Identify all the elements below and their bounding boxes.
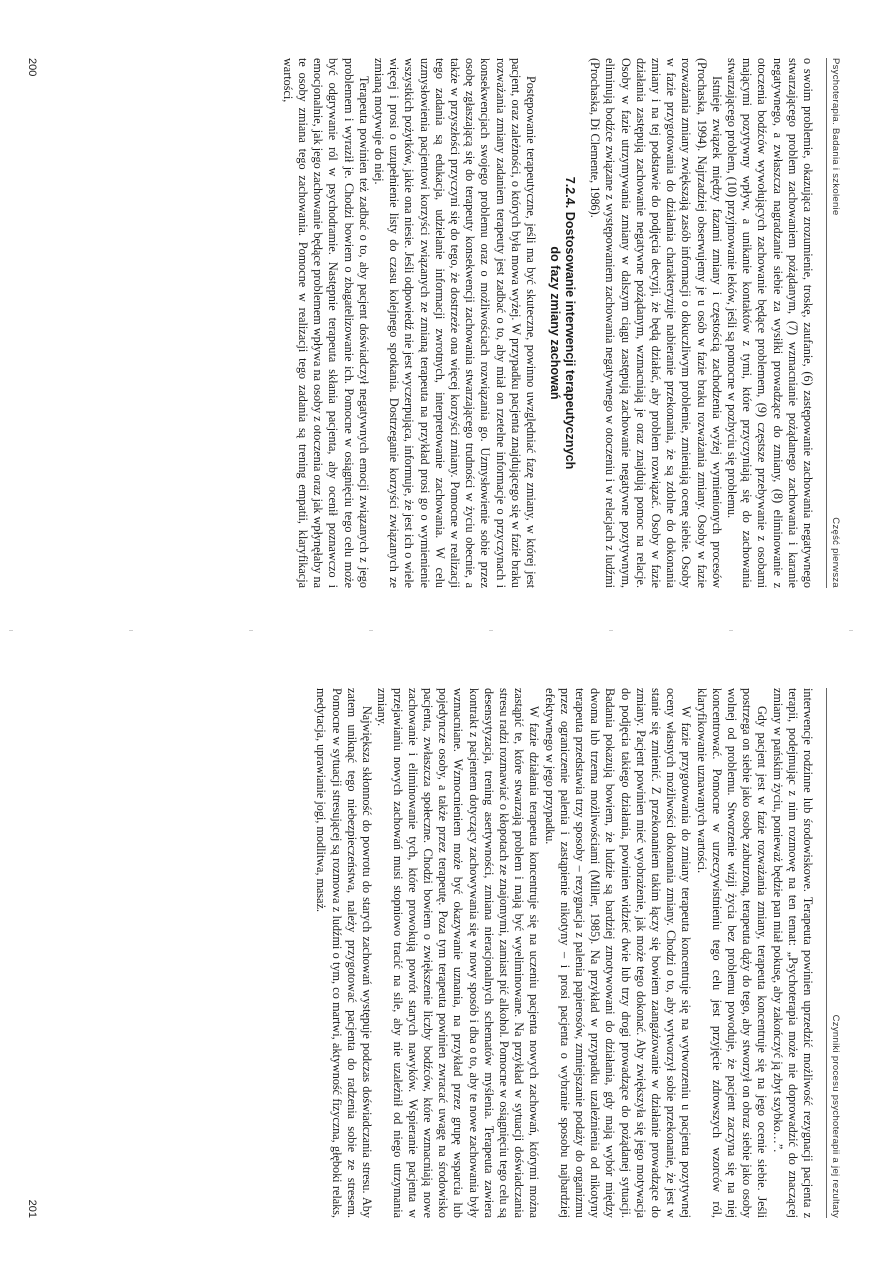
page-number: 201 — [26, 1199, 38, 1218]
body-text — [52, 688, 815, 1218]
paragraph: Terapeuta powinien też zadbać o to, aby pacjent doświadczył negatywnych emocji związanych z jego problemem i wyraził je. Chodzi bowiem o zbagatelizowanie ich. Pomocne w osiągnięciu tego celu może być odgrywanie ról w psychodramie. Następnie terapeuta skłania pacjenta, aby ocenił poznawczo i emocjonalnie, jak jego zachowanie będące problemem wpływa na osoby z otoczenia oraz jak wpłynęłaby na te osoby zmiana tego zachowania. Pomocne w realizacji tego zadania są trening empatii, klaryfikacja wartości, — [280, 58, 371, 588]
paragraph: o swoim problemie, okazująca zrozumienie, troskę, zaufanie, (6) zastępowanie zachowania negatywnego stwarzającego problem zachowaniem pożądanym, (7) wzmacnianie pożądanego zachowania i karanie negatywnego, a zwłaszcza nagradzanie siebie za wysiłki prowadzące do zmiany, (8) eliminowanie z otoczenia bodźców wywołujących zachowanie będące problemem, (9) częstsze przebywanie z osobami mającymi pozytywny wpływ, a unikanie kontaktów z tymi, które przyczyniają się do zachowania stwarzającego problem, (10) przyjmowanie leków, jeśli są pomocne w pozbyciu się problemu. — [724, 58, 815, 588]
body-text — [52, 58, 815, 588]
running-head-title: Psychoterapia. Badania i szkolenie — [830, 58, 841, 216]
running-head — [826, 58, 841, 588]
section-heading-line-2: do fazy zmiany zachowań — [547, 246, 562, 400]
paragraph: W fazie działania terapeuta koncentruje się na uczeniu pacjenta nowych zachowań, którymi można zastąpić te, które stwarzają problem i mają być wyeliminowane. Na przykład w sytuacji doświadczania stresu radzi rozmawiać o kłopotach ze znajomymi, zamiast pić alkohol. Pomocne w osiągnięciu tego celu są desensytyzacja, trening asertywności, zmiana nieracjonalnych schematów myślenia. Terapeuta zawiera kontrakt z pacjentem dotyczący zachowywania się w nowy sposób i dba o to, aby te nowe zachowania były wzmacniane. Wzmocnieniem może być okazywanie uznania, na przykład przez grupę wsparcia lub pojedyncze osoby, a także przez terapeutę. Poza tym terapeuta powinien zwracać uwagę na środowisko pacjenta, zwłaszcza społeczne. Chodzi bowiem o zwiększenie liczby bodźców, które wzmacniają nowe zachowanie i eliminowanie tych, które prowokują powrót starych nawyków. Wspieranie pacjenta w przejawianiu nowych zachowań musi stopniowo tracić na sile, aby nie uzależnił od niego utrzymania zmiany. — [375, 688, 542, 1218]
running-head-chapter: Czynniki procesu psychoterapii a jej rezultaty — [830, 1014, 841, 1218]
right-page — [0, 648, 893, 1248]
paragraph: Gdy pacjent jest w fazie rozważania zmiany, terapeuta koncentruje się na jego ocenie siebie. Jeśli postrzega on siebie jako osobę zaburzoną, terapeuta dąży do tego, aby stworzył on obraz siebie jako osoby wolnej od problemu. Stworzenie wizji życia bez problemu powoduje, że pacjent zaczyna się na niej koncentrować. Pomocne w urzeczywistnieniu tego celu jest przyjęcie zdrowszych wzorców ról, klaryfikowanie uznawanych wartości. — [694, 688, 770, 1218]
section-heading-line-1: 7.2.4. Dostosowanie interwencji terapeutycznych — [562, 176, 577, 470]
paragraph: W fazie przygotowania do zmiany terapeuta koncentruje się na wytworzeniu u pacjenta pozytywnej oceny własnych możliwości dokonania zmiany. Chodzi o to, aby wytworzył sobie przekonanie, że jest w stanie się zmienić. Z przekonaniem takim łączy się bowiem zaangażowanie w działanie prowadzące do zmiany. Pacjent powinien mieć wyobrażenie, jak może tego dokonać. Aby zwiększyła się jego motywacja do podjęcia takiego działania, powinien widzieć dwie lub trzy drogi prowadzące do pożądanej sytuacji. Badania pokazują bowiem, że ludzie są bardziej zmotywowani do działania, gdy mają wybór między dwoma lub trzema możliwościami (Miller, 1985). Na przykład w przypadku uzależnienia od nikotyny terapeuta przedstawia trzy sposoby – rezygnacja z palenia papierosów, zmniejszanie podaży do organizmu przez ograniczenie palenia i zastąpienie nikotyny – i prosi pacjenta o wybranie sposobu najbardziej efektywnego w jego przypadku. — [542, 688, 694, 1218]
paragraph: Postępowanie terapeutyczne, jeśli ma być skuteczne, powinno uwzględniać fazę zmiany, w której jest pacjent, oraz zależności, o których była mowa wyżej. W przypadku pacjenta znajdującego się w fazie braku rozważania zmiany zadaniem terapeuty jest zadbać o to, aby miał on rzetelne informacje o przyczynach i konsekwencjach swojego problemu oraz o możliwościach rozwiązania go. Uzmysłowienie sobie przez osobę zgłaszającą się do terapeuty konsekwencji zachowania stwarzającego trudności w życiu obecnie, a także w przyszłości przyczyni się do tego, że dostrzeże ona więcej korzyści zmiany. Pomocne w realizacji tego zadania są edukacja, udzielanie informacji zwrotnych, interpretowanie zachowania. W celu uzmysłowienia pacjentowi korzyści związanych ze zmianą terapeuta na przykład prosi go o wymienienie wszystkich pożytków, jakie ona niesie. Jeśli odpowiedź nie jest wyczerpująca, informuje, że jest ich o wiele więcej i prosi o uzupełnienie listy do czasu kolejnego spotkania. Dostrzeganie korzyści związanych ze zmianą motywuje do niej. — [371, 58, 538, 588]
running-head — [826, 688, 841, 1218]
page-number: 200 — [26, 58, 38, 77]
paragraph: interwencje rodzinne lub środowiskowe. Terapeuta powinien uprzedzić możliwość rezygnacji pacjenta z terapii, podejmując z nim rozmowę na ten temat: „Psychoterapia może nie doprowadzić do znaczącej zmiany w pańskim życiu, ponieważ będzie pan miał pokusę, aby zakończyć ją zbyt szybko…”. — [770, 688, 815, 1218]
section-heading — [547, 58, 577, 588]
left-page — [0, 18, 893, 618]
gutter-divider — [0, 630, 893, 631]
running-head-part: Część pierwsza — [830, 517, 841, 588]
paragraph: Największa skłonność do powrotu do starych zachowań występuje podczas doświadczania stresu. Aby zatem uniknąć tego niebezpieczeństwa, należy przygotować pacjenta do radzenia sobie ze stresem. Pomocne w sytuacji stresującej są rozmowa z ludźmi o tym, co martwi, aktywność fizyczna, głęboki relaks, medytacja, uprawianie jogi, modlitwa, masaż. — [314, 688, 375, 1218]
paragraph: Istnieje związek między fazami zmiany i częstością zachodzenia wyżej wymienionych procesów (Prochaska, 1994). Najrzadziej obserwujemy je u osób w fazie braku rozważania zmiany. Osoby w fazie rozważania zmiany zwiększają zasób informacji o dokuczliwym problemie, zmieniają ocenę siebie. Osoby w fazie przygotowania do działania charakteryzuje nabieranie przekonania, że są zdolne do dokonania zmiany i na tej podstawie do podjęcia decyzji, że będą działać, aby problem rozwiązać. Osoby w fazie działania zastępują zachowanie negatywne pożądanym, wzmacniają je oraz znajdują pomoc na relacje. Osoby w fazie utrzymywania zmiany w dalszym ciągu zastępują zachowanie negatywne pozytywnym, eliminują bodźce związane z występowaniem zachowania negatywnego w otoczeniu i w relacjach z ludźmi (Prochaska, Di Clemente, 1986). — [588, 58, 724, 588]
